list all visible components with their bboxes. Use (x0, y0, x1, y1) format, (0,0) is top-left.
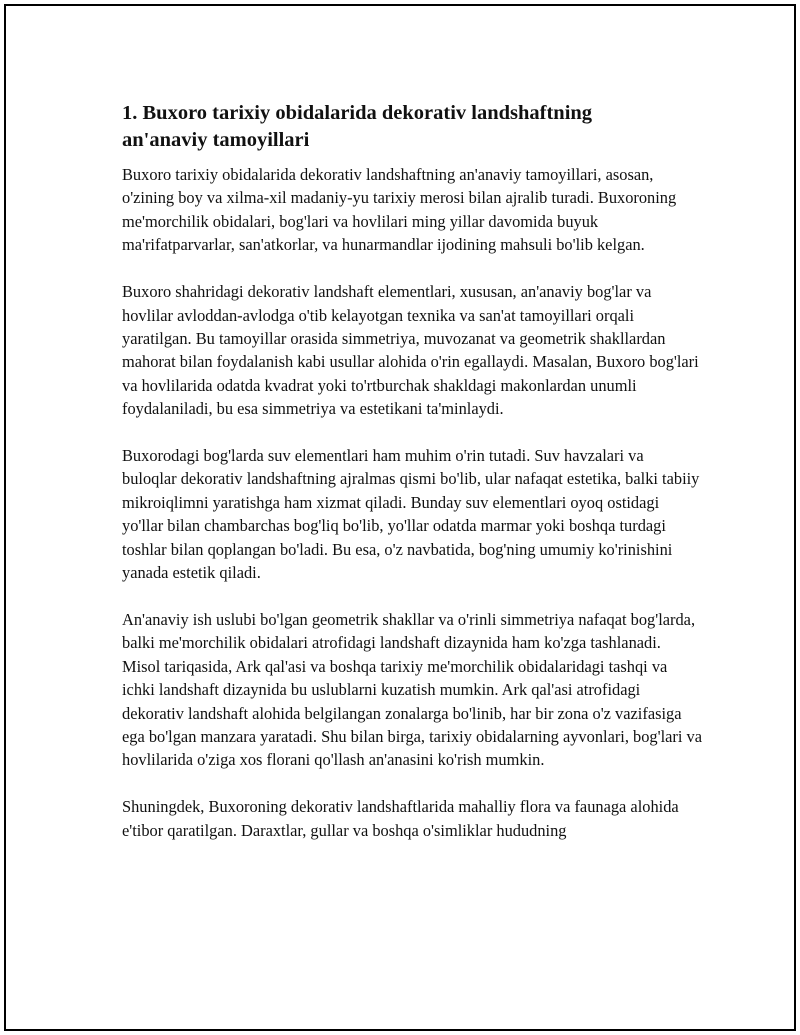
section-heading (122, 100, 702, 154)
paragraph-3: Buxorodagi bog'larda suv elementlari ham muhim o'rin tutadi. Suv havzalari va buloqlar dekorativ landshaftning ajralmas qismi bo'lib, ular nafaqat estetika, balki tabiiy mikroiqlimni yaratishga ham xizmat qiladi. Bunday suv elementlari oyoq ostidagi yo'llar bilan chambarchas bog'liq bo'lib, yo'llar odatda marmar yoki boshqa turdagi toshlar bilan qoplangan bo'ladi. Bu esa, o'z navbatida, bog'ning umumiy ko'rinishini yanada estetik qiladi. (122, 446, 700, 583)
paragraph-4: An'anaviy ish uslubi bo'lgan geometrik shakllar va o'rinli simmetriya nafaqat bog'larda, balki me'morchilik obidalari atrofidagi landshaft dizaynida ham ko'zga tashlanadi. Misol tariqasida, Ark qal'asi va boshqa tarixiy me'morchilik obidalaridagi tashqi va ichki landshaft dizaynida bu uslublarni kuzatish mumkin. Ark qal'asi atrofidagi dekorativ landshaft alohida belgilangan zonalarga bo'linib, har bir zona o'z vazifasiga ega bo'lgan manzara yaratadi. Shu bilan birga, tarixiy obidalarning ayvonlari, bog'lari va hovlilarida o'ziga xos florani qo'llash an'anasini ko'rish mumkin. (122, 610, 702, 770)
paragraph-2: Buxoro shahridagi dekorativ landshaft elementlari, xususan, an'anaviy bog'lar va hovlilar avloddan-avlodga o'tib kelayotgan texnika va san'at tamoyillari orqali yaratilgan. Bu tamoyillar orasida simmetriya, muvozanat va geometrik shakllardan mahorat bilan foydalanish kabi usullar alohida o'rin egallaydi. Masalan, Buxoro bog'lari va hovlilarida odatda kvadrat yoki to'rtburchak shakldagi makonlardan unumli foydalaniladi, bu esa simmetriya va estetikani ta'minlaydi. (122, 282, 699, 419)
paragraph-1: Buxoro tarixiy obidalarida dekorativ landshaftning an'anaviy tamoyillari, asosan, o'zining boy va xilma-xil madaniy-yu tarixiy merosi bilan ajralib turadi. Buxoroning me'morchilik obidalari, bog'lari va hovlilari ming yillar davomida buyuk ma'rifatparvarlar, san'atkorlar, va hunarmandlar ijodining mahsuli bo'lib kelgan. (122, 165, 677, 255)
heading-line-1: 1. Buxoro tarixiy obidalarida dekorativ landshaftning (122, 102, 593, 124)
heading-line-2: an'anaviy tamoyillari (122, 129, 310, 151)
paragraph-5: Shuningdek, Buxoroning dekorativ landshaftlarida mahalliy flora va faunaga alohida e'tibor qaratilgan. Daraxtlar, gullar va boshqa o'simliklar hududning (122, 797, 679, 840)
document-body (122, 100, 702, 866)
page-frame (4, 4, 796, 1031)
